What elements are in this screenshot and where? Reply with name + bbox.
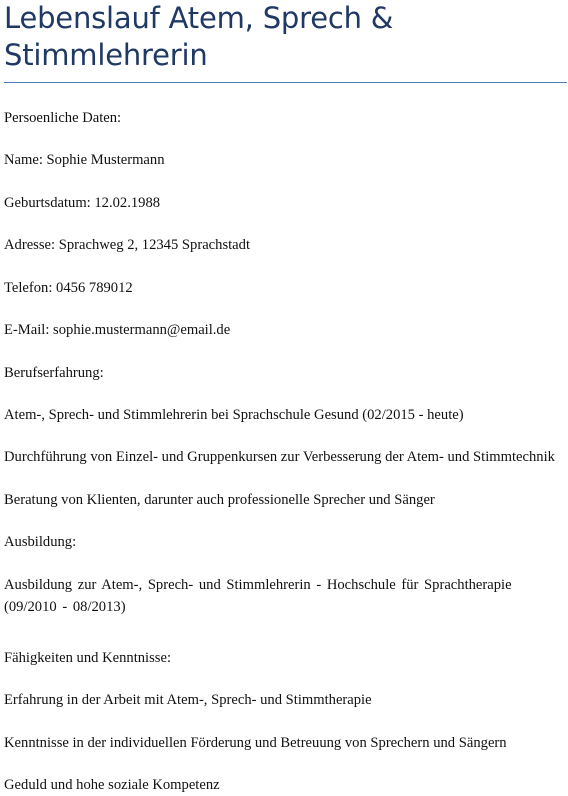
title-divider [4,82,567,83]
skills-item: Kenntnisse in der individuellen Förderung und Betreuung von Sprechern und Sängern [4,735,507,751]
education-item: Ausbildung zur Atem-, Sprech- und Stimmlehrerin - Hochschule für Sprachtherapie (09/2010 - 08/2013) [4,577,512,615]
personal-phone: Telefon: 0456 789012 [4,280,133,296]
experience-item: Atem-, Sprech- und Stimmlehrerin bei Sprachschule Gesund (02/2015 - heute) [4,407,464,423]
page-title: Lebenslauf Atem, Sprech & Stimmlehrerin [4,1,394,72]
skills-item: Geduld und hohe soziale Kompetenz [4,777,220,793]
skills-item: Erfahrung in der Arbeit mit Atem-, Sprech- und Stimmtherapie [4,692,372,708]
experience-item: Beratung von Klienten, darunter auch professionelle Sprecher und Sänger [4,492,435,508]
personal-name: Name: Sophie Mustermann [4,152,165,168]
personal-address: Adresse: Sprachweg 2, 12345 Sprachstadt [4,237,251,253]
personal-birthdate: Geburtsdatum: 12.02.1988 [4,195,161,211]
personal-email: E-Mail: sophie.mustermann@email.de [4,322,231,338]
experience-item: Durchführung von Einzel- und Gruppenkursen zur Verbesserung der Atem- und Stimmtechnik [4,449,555,465]
skills-heading: Fähigkeiten und Kenntnisse: [4,650,171,666]
experience-heading: Berufserfahrung: [4,365,104,381]
personal-heading: Persoenliche Daten: [4,110,122,126]
education-heading: Ausbildung: [4,534,77,550]
